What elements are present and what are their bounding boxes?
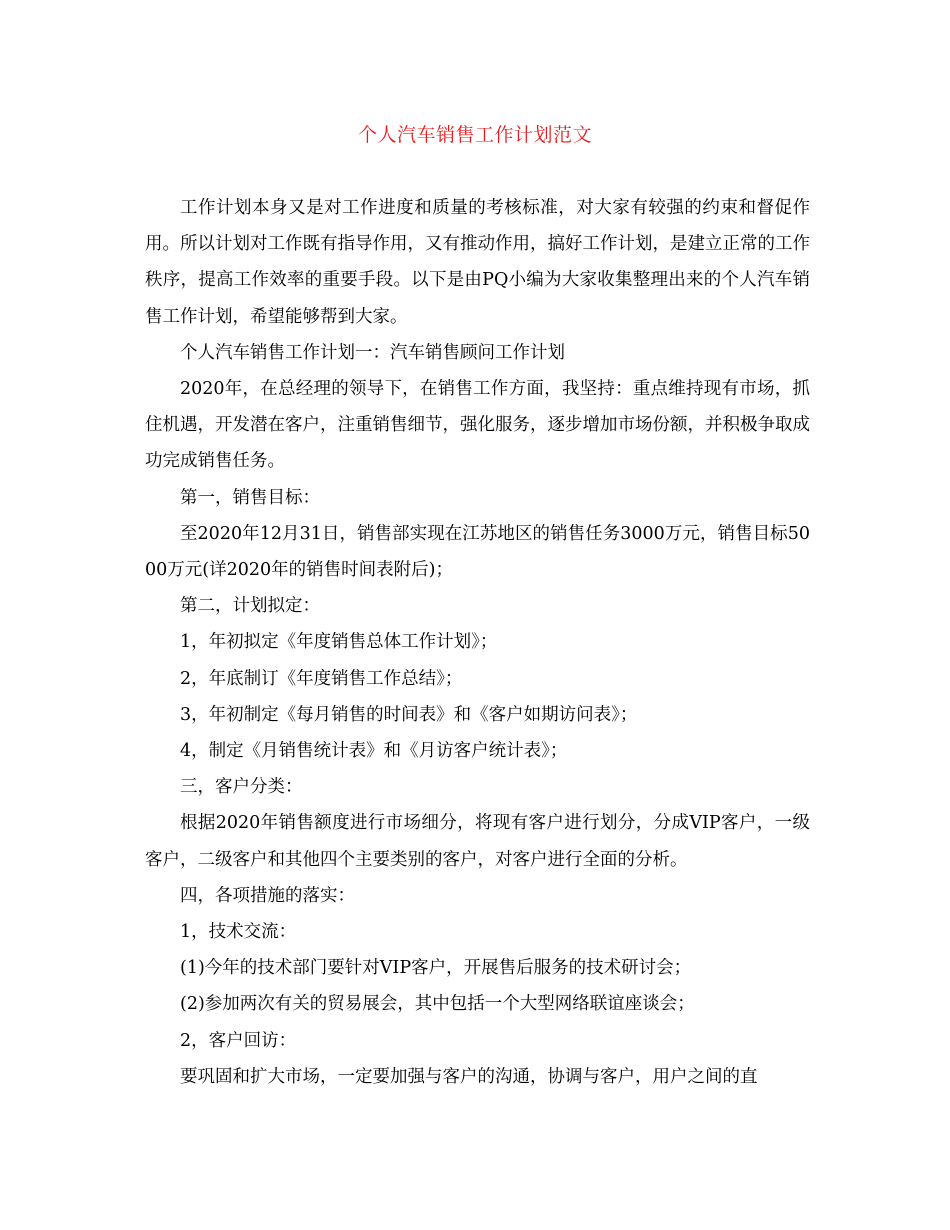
- list-item-plan-1: 1，年初拟定《年度销售总体工作计划》；: [180, 632, 498, 653]
- paragraph-market-expansion: 要巩固和扩大市场，一定要加强与客户的沟通，协调与客户，用户之间的直: [180, 1066, 758, 1087]
- paragraph-customer-classification: 根据2020年销售额度进行市场细分，将现有客户进行划分，分成VIP客户，一级客户，二级客户和其他四个主要类别的客户，对客户进行全面的分析。: [145, 813, 810, 870]
- list-item-plan-3: 3，年初制定《每月销售的时间表》和《客户如期访问表》；: [180, 704, 638, 725]
- list-item-tech-2: (2)参加两次有关的贸易展会，其中包括一个大型网络联谊座谈会；: [180, 994, 695, 1015]
- paragraph-section-2: 第二，计划拟定：: [180, 596, 320, 617]
- paragraph-tech-exchange: 1，技术交流：: [180, 922, 297, 943]
- paragraph-overview: 2020年，在总经理的领导下，在销售工作方面，我坚持：重点维持现有市场，抓住机遇，开发潜在客户，注重销售细节，强化服务，逐步增加市场份额，并积极争取成功完成销售任务。: [145, 379, 810, 472]
- document-title: 个人汽车销售工作计划范文: [357, 124, 592, 146]
- list-item-plan-2: 2，年底制订《年度销售工作总结》；: [180, 668, 463, 689]
- paragraph-section-1: 第一，销售目标：: [180, 487, 320, 508]
- list-item-plan-4: 4，制定《月销售统计表》和《月访客户统计表》；: [180, 741, 568, 762]
- paragraph-sales-target: 至2020年12月31日，销售部实现在江苏地区的销售任务3000万元，销售目标5000万元(详2020年的销售时间表附后)；: [145, 523, 810, 581]
- paragraph-intro: 工作计划本身又是对工作进度和质量的考核标准，对大家有较强的约束和督促作用。所以计划对工作既有指导作用，又有推动作用，搞好工作计划，是建立正常的工作秩序，提高工作效率的重要手段。以下是由PQ小编为大家收集整理出来的个人汽车销售工作计划，希望能够帮到大家。: [145, 198, 810, 327]
- document-body: [145, 190, 810, 1095]
- list-item-tech-1: (1)今年的技术部门要针对VIP客户，开展售后服务的技术研讨会；: [180, 958, 692, 979]
- paragraph-customer-visit: 2，客户回访：: [180, 1030, 297, 1051]
- paragraph-section-3: 三，客户分类：: [180, 777, 303, 798]
- paragraph-section-4: 四，各项措施的落实：: [180, 885, 355, 906]
- paragraph-plan-heading: 个人汽车销售工作计划一：汽车销售顾问工作计划: [180, 342, 565, 363]
